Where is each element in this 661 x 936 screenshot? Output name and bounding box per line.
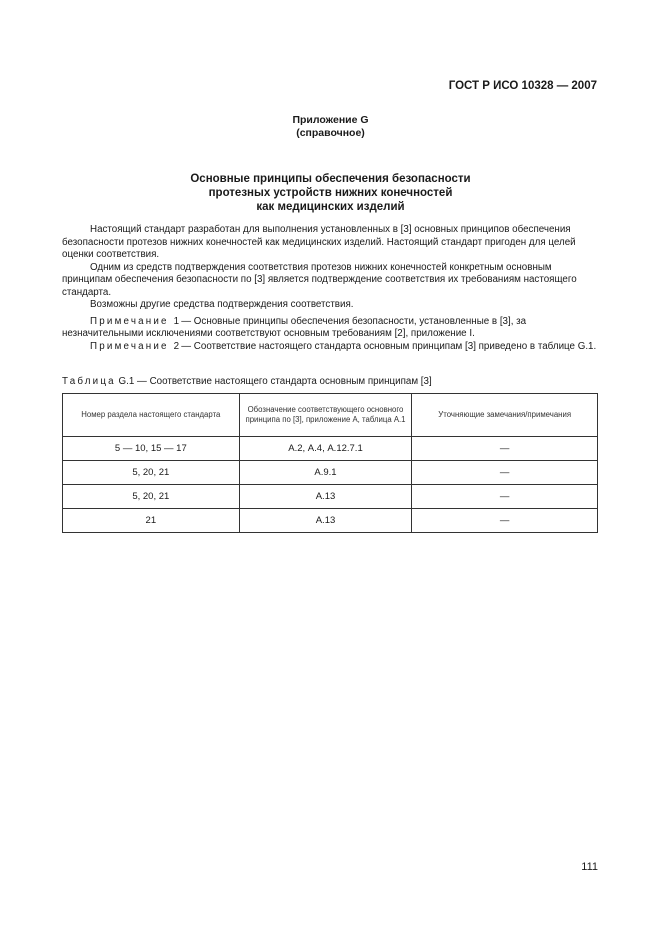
- table-row: [63, 509, 598, 533]
- paragraph: Одним из средств подтверждения соответствия протезов нижних конечностей конкретным основным принципам обеспечения безопасности по [3] является подтверждение соответствия их требованиям настоящего стандарта.: [62, 261, 577, 298]
- title-line: Основные принципы обеспечения безопасности: [190, 173, 471, 185]
- appendix-label: Приложение G: [292, 114, 369, 126]
- table-row: [63, 461, 598, 485]
- table-cell: —: [412, 485, 598, 509]
- note-2: [62, 341, 598, 354]
- table-cell: —: [412, 437, 598, 461]
- appendix-type: (справочное): [296, 127, 365, 139]
- conformity-table: [62, 393, 598, 533]
- table-cell: —: [412, 461, 598, 485]
- column-header: Номер раздела настоящего стандарта: [63, 394, 240, 437]
- table-row: [63, 437, 598, 461]
- column-header: Уточняющие замечания/примечания: [412, 394, 598, 437]
- appendix-title: [0, 172, 661, 214]
- table-row: [63, 485, 598, 509]
- table-caption: [62, 376, 432, 387]
- note-label: Примечание 1: [90, 315, 182, 327]
- standard-code-header: ГОСТ Р ИСО 10328 — 2007: [448, 80, 597, 92]
- paragraph: Возможны другие средства подтверждения соответствия.: [90, 299, 354, 310]
- table-cell: 5, 20, 21: [63, 461, 240, 485]
- table-cell: 5 — 10, 15 — 17: [63, 437, 240, 461]
- table-caption-label: Таблица: [62, 376, 116, 387]
- title-line: протезных устройств нижних конечностей: [208, 187, 453, 199]
- title-line: как медицинских изделий: [256, 201, 405, 213]
- column-header: Обозначение соответствующего основного принципа по [3], приложение А, таблица А.1: [239, 394, 412, 437]
- table-cell: —: [412, 509, 598, 533]
- page-number: 111: [581, 861, 598, 873]
- table-header-row: [63, 394, 598, 437]
- note-label: Примечание 2: [90, 340, 182, 352]
- table-cell: А.9.1: [239, 461, 412, 485]
- table-cell: 21: [63, 509, 240, 533]
- table-cell: А.2, А.4, А.12.7.1: [239, 437, 412, 461]
- paragraph: Настоящий стандарт разработан для выполнения установленных в [3] основных принципов обеспечения безопасности протезов нижних конечностей как медицинских изделий. Настоящий стандарт пригоден для целей оценки соответствия.: [62, 224, 576, 260]
- appendix-heading: [0, 114, 661, 140]
- body-text: [62, 224, 598, 353]
- note-text: — Соответствие настоящего стандарта основным принципам [3] приведено в таблице G.1.: [181, 340, 597, 352]
- table-cell: А.13: [239, 509, 412, 533]
- table-caption-text: G.1 — Соответствие настоящего стандарта основным принципам [3]: [118, 376, 432, 387]
- note-1: [62, 316, 598, 341]
- note-text: — Основные принципы обеспечения безопасности, установленные в [3], за незначительными исключениями соответствуют основным требованиям [2], приложение I.: [62, 315, 527, 339]
- table-cell: 5, 20, 21: [63, 485, 240, 509]
- table-cell: А.13: [239, 485, 412, 509]
